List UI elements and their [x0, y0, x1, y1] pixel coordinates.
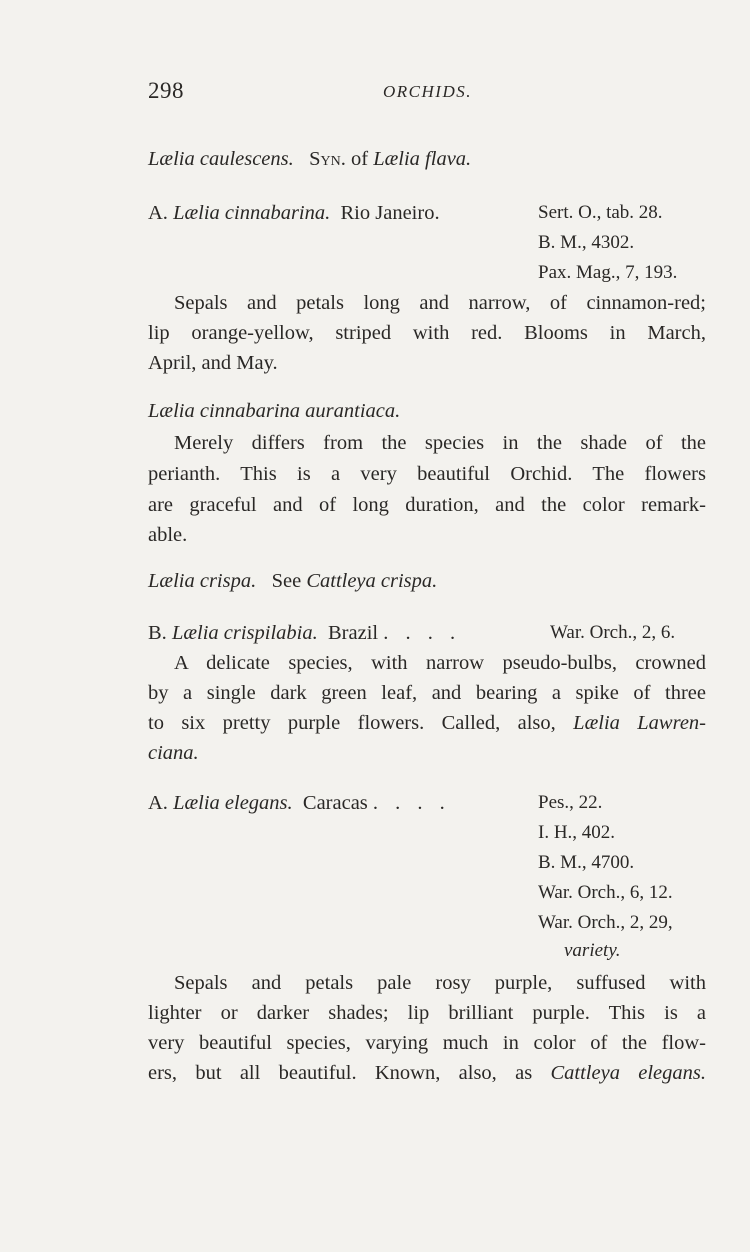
reference: B. M., 4302. [538, 232, 635, 253]
alias-name: Cattleya elegans. [550, 1062, 706, 1084]
reference: B. M., 4700. [538, 852, 635, 873]
description-line [148, 1058, 706, 1088]
description-line: are graceful and of long duration, and the color remark- [148, 494, 706, 516]
synonym-of: of [351, 148, 369, 170]
grade-letter: B. [148, 622, 167, 644]
reference: Sert. O., tab. 28. [538, 202, 663, 223]
leader-dots: . . . . [372, 792, 451, 814]
description-text: to six pretty purple flowers. Called, also, [148, 712, 556, 734]
species-name: Lælia caulescens. [148, 148, 294, 170]
species-name: Lælia crispilabia. [171, 622, 318, 644]
reference: War. Orch., 2, 6. [550, 622, 676, 643]
description-line: by a single dark green leaf, and bearing a spike of three [148, 682, 706, 704]
reference-note: variety. [564, 940, 621, 961]
description-line: perianth. This is a very beautiful Orchid. The flowers [148, 463, 706, 485]
synonym-label: Syn. [309, 148, 346, 170]
see-label: See [271, 570, 302, 592]
description-line: lip orange-yellow, striped with red. Blooms in March, [148, 322, 706, 344]
description-line: April, and May. [148, 352, 278, 374]
description-line: Sepals and petals long and narrow, of cinnamon-red; [174, 292, 706, 314]
grade-letter: A. [148, 202, 168, 224]
description-line [148, 708, 706, 738]
leader-dots: . . . . [383, 622, 462, 644]
reference: I. H., 402. [538, 822, 616, 843]
description-line: Sepals and petals pale rosy purple, suffused with [174, 972, 706, 994]
species-name: Lælia elegans. [173, 792, 293, 814]
description-line: able. [148, 524, 188, 546]
reference: War. Orch., 6, 12. [538, 882, 673, 903]
entry-laelia-elegans [148, 788, 706, 818]
entry-laelia-caulescens [148, 144, 706, 174]
species-name: Lælia cinnabarina. [173, 202, 331, 224]
entry-laelia-crispa [148, 566, 706, 596]
alias-name: Lælia Lawren- [573, 712, 706, 734]
alias-name-continued: ciana. [148, 742, 199, 764]
description-line: A delicate species, with narrow pseudo-bulbs, crowned [174, 652, 706, 674]
species-name: Lælia cinnabarina aurantiaca. [148, 400, 401, 422]
running-title: ORCHIDS. [383, 82, 472, 101]
description-line: Merely differs from the species in the shade of the [174, 432, 706, 454]
locality: Caracas [302, 792, 368, 814]
reference: Pes., 22. [538, 792, 603, 813]
description-line: lighter or darker shades; lip brilliant purple. This is a [148, 1002, 706, 1024]
see-name: Cattleya crispa. [306, 570, 438, 592]
species-name: Lælia crispa. [148, 570, 257, 592]
description-text: ers, but all beautiful. Known, also, as [148, 1062, 533, 1084]
locality: Rio Janeiro. [340, 202, 440, 224]
page-number: 298 [148, 78, 184, 103]
reference: Pax. Mag., 7, 193. [538, 262, 678, 283]
description-line: very beautiful species, varying much in color of the flow- [148, 1032, 706, 1054]
locality: Brazil [328, 622, 379, 644]
synonym-name: Lælia flava. [373, 148, 472, 170]
reference: War. Orch., 2, 29, [538, 912, 673, 933]
grade-letter: A. [148, 792, 168, 814]
page-header [148, 78, 708, 108]
